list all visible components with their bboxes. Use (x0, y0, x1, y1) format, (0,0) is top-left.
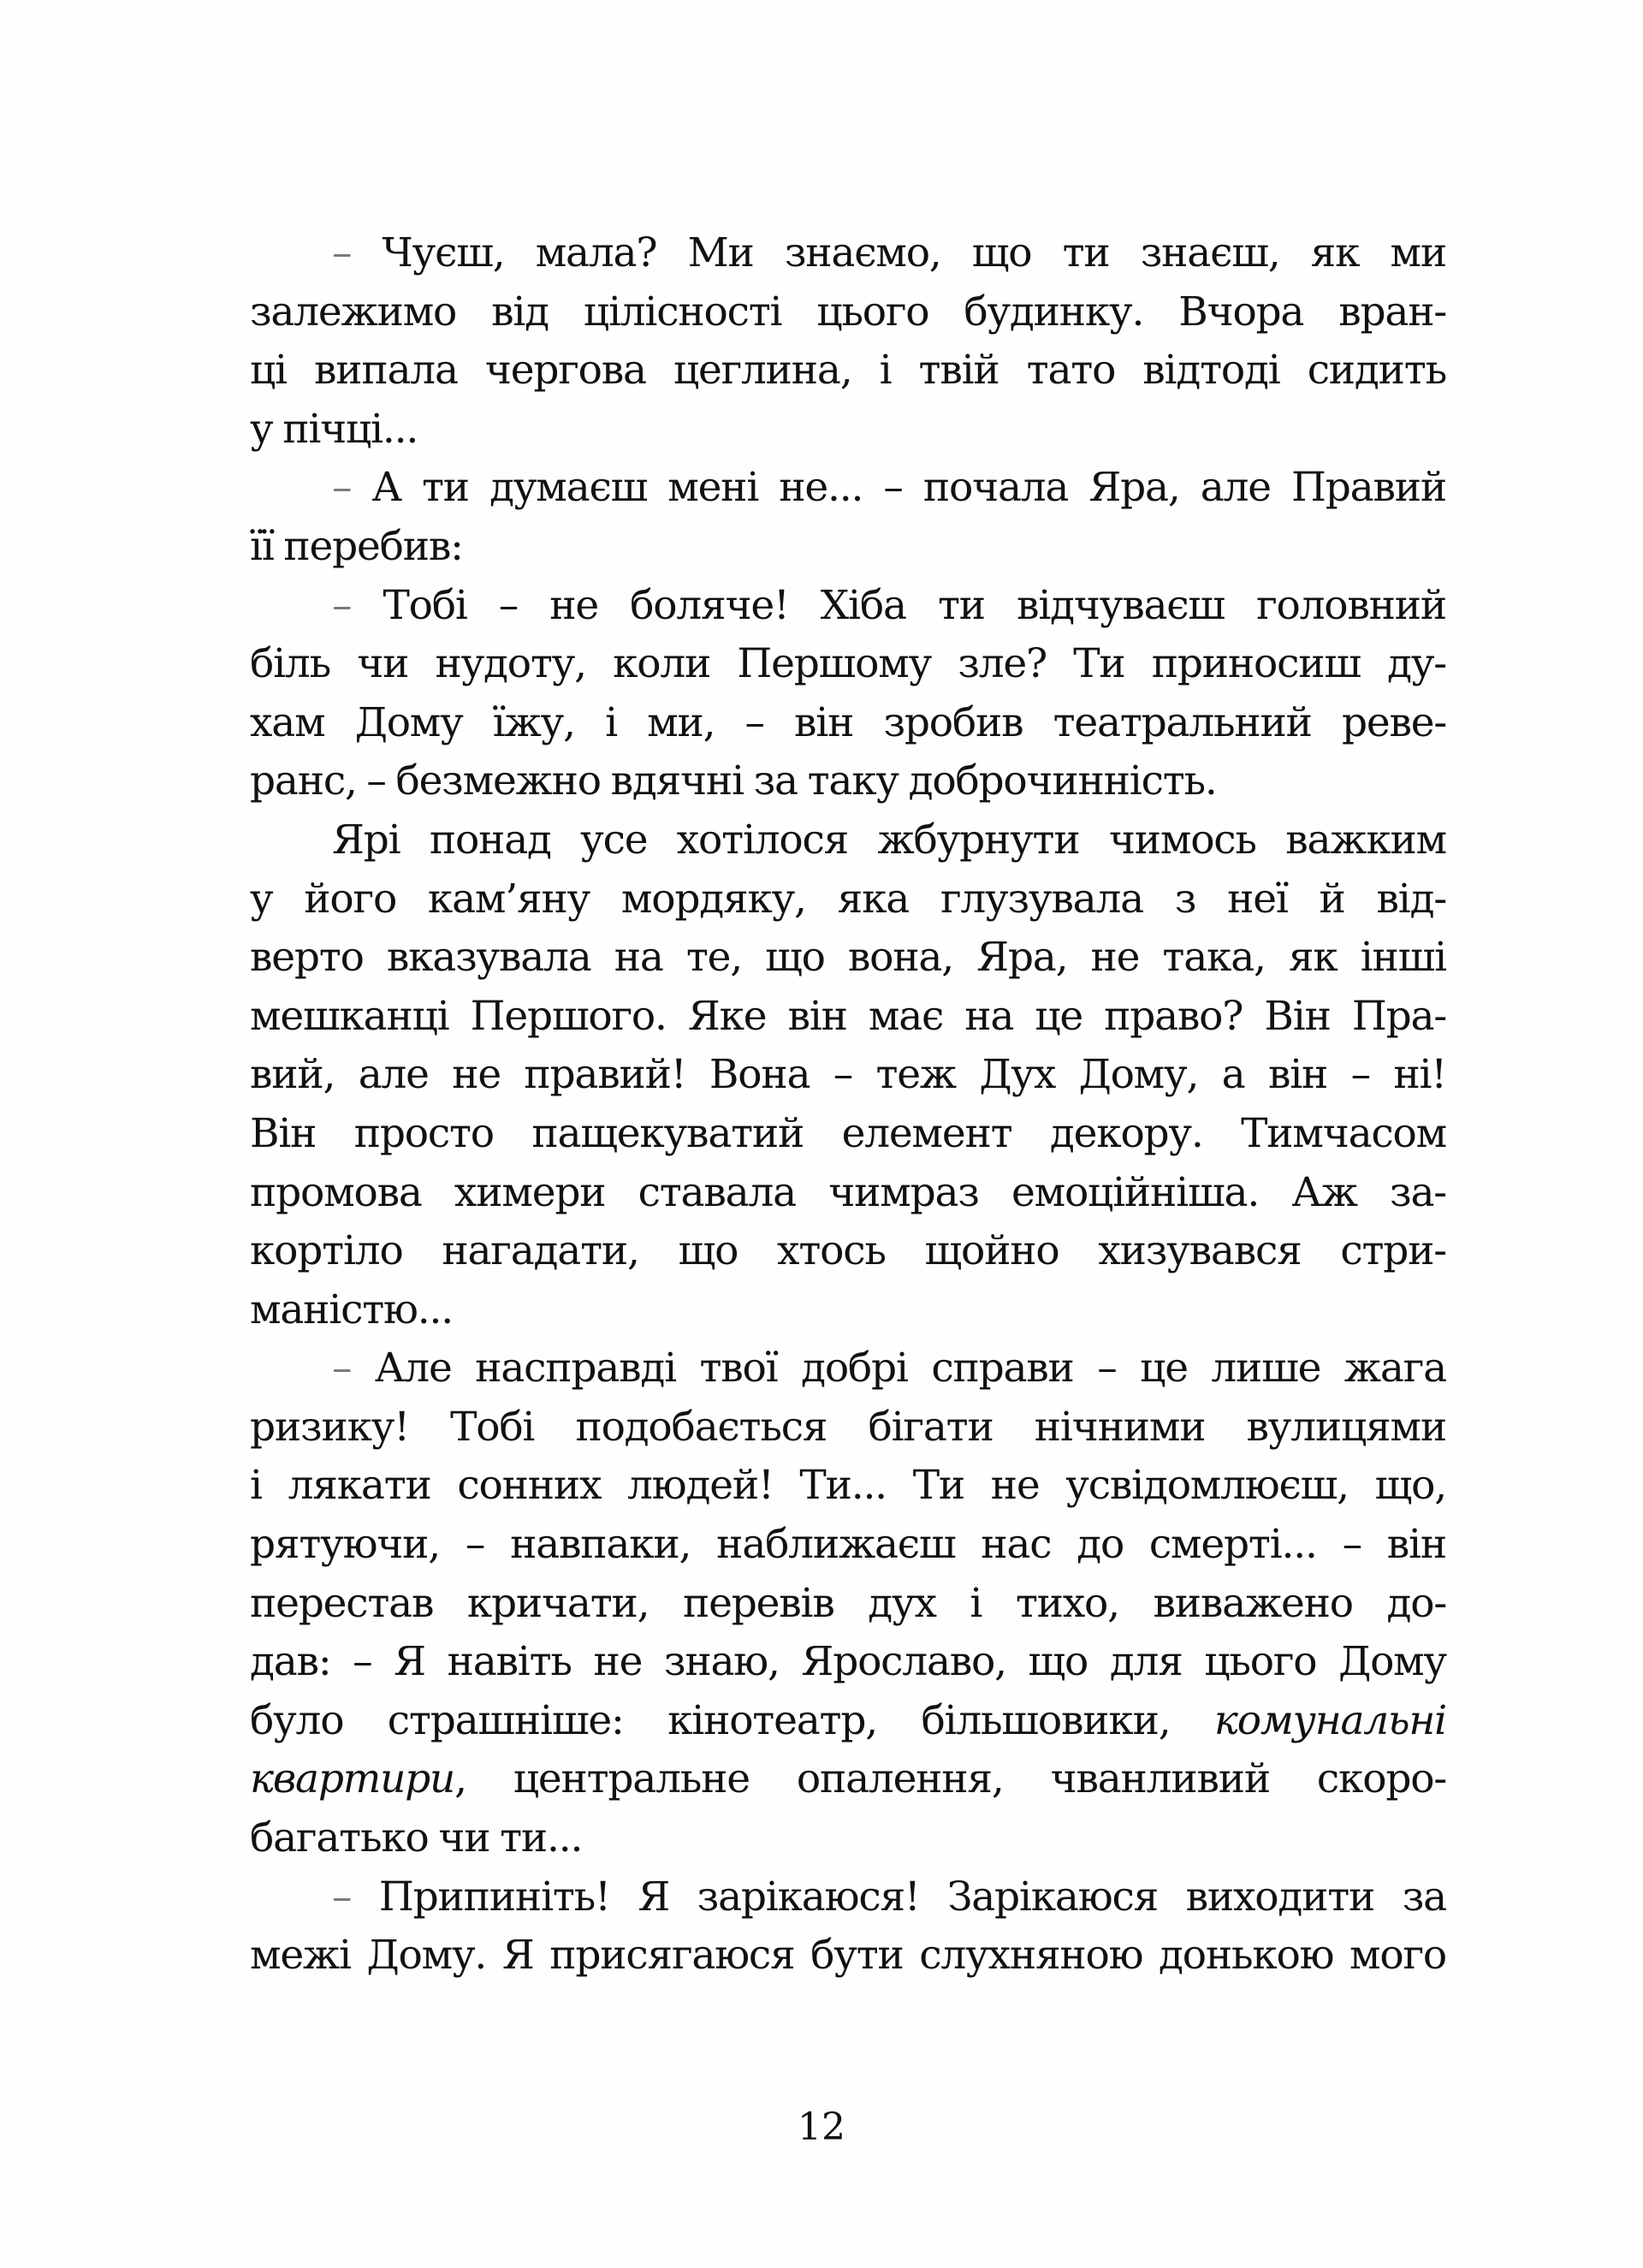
dialogue-dash: – (332, 464, 352, 512)
line-text: , центральне опалення, чванливий скоро- (454, 1755, 1446, 1803)
text-line (250, 988, 1446, 1047)
line-text: ризику! Тобі подобається бігати нічними вулицями (250, 1403, 1446, 1451)
line-text: ці випала чергова цеглина, і твій тато відтоді сидить (250, 347, 1446, 395)
text-line (250, 1281, 1446, 1340)
line-text: рятуючи, – навпаки, наближаєш нас до смерті... – він (250, 1521, 1446, 1569)
line-text: дав: – Я навіть не знаю, Ярославо, що для цього Дому (250, 1638, 1446, 1686)
dialogue-dash: – (332, 581, 352, 629)
line-text: Припиніть! Я зарікаюся! Зарікаюся виходити за (351, 1873, 1446, 1921)
text-line (250, 1809, 1446, 1868)
text-line (250, 1457, 1446, 1516)
text-line (250, 1222, 1446, 1281)
line-text: у його кам’яну мордяку, яка глузувала з неї й від- (250, 875, 1446, 923)
line-text: у пічці... (250, 405, 418, 453)
text-line (250, 1692, 1446, 1751)
italic-text: комунальні (1213, 1696, 1446, 1744)
text-line (250, 811, 1446, 870)
line-text: і лякати сонних людей! Ти... Ти не усвідомлюєш, що, (250, 1462, 1446, 1510)
text-line (250, 518, 1446, 577)
line-text: було страшніше: кінотеатр, більшовики, (250, 1696, 1214, 1744)
text-line (250, 752, 1446, 811)
line-text: мешканці Першого. Яке він має на це право? Він Пра- (250, 992, 1446, 1040)
text-line (250, 1164, 1446, 1223)
line-text: кортіло нагадати, що хтось щойно хизувався стри- (250, 1227, 1446, 1275)
line-text: межі Дому. Я присягаюся бути слухняною донькою мого (250, 1932, 1446, 1980)
line-text: її перебив: (250, 522, 463, 570)
line-text: багатько чи ти... (250, 1814, 583, 1862)
text-line (250, 1868, 1446, 1927)
text-line (250, 341, 1446, 401)
line-text: маністю... (250, 1285, 453, 1333)
text-line (250, 1927, 1446, 1986)
dialogue-dash: – (332, 1873, 352, 1921)
text-line (250, 870, 1446, 929)
text-line (250, 635, 1446, 694)
dialogue-dash: – (332, 1345, 352, 1392)
line-text: Чуєш, мала? Ми знаємо, що ти знаєш, як ми (351, 229, 1446, 276)
text-line (250, 929, 1446, 988)
text-line (250, 459, 1446, 518)
text-line (250, 1046, 1446, 1105)
text-line (250, 1750, 1446, 1809)
text-line (250, 1575, 1446, 1634)
page-number: 12 (798, 2105, 845, 2149)
line-text: промова химери ставала чимраз емоційніша. Аж за- (250, 1168, 1446, 1216)
line-text: залежимо від цілісності цього будинку. Вчора вран- (250, 288, 1446, 335)
text-line (250, 577, 1446, 636)
line-text: Але насправді твої добрі справи – це лише жага (351, 1345, 1446, 1392)
body-text (250, 224, 1446, 1986)
line-text: хам Дому їжу, і ми, – він зробив театральний реве- (250, 698, 1446, 746)
line-text: біль чи нудоту, коли Першому зле? Ти приносиш ду- (250, 640, 1446, 688)
text-line (250, 694, 1446, 753)
text-line (250, 401, 1446, 460)
text-line (250, 1516, 1446, 1575)
line-text: перестав кричати, перевів дух і тихо, виважено до- (250, 1579, 1446, 1627)
text-line (250, 1633, 1446, 1692)
text-line (250, 1398, 1446, 1458)
line-text: Тобі – не боляче! Хіба ти відчуваєш головний (351, 581, 1446, 629)
text-line (250, 1105, 1446, 1164)
text-line (250, 1339, 1446, 1398)
line-text: А ти думаєш мені не... – почала Яра, але Правий (351, 464, 1446, 512)
line-text: ранс, – безмежно вдячні за таку доброчинність. (250, 757, 1217, 805)
line-text: верто вказувала на те, що вона, Яра, не така, як інші (250, 934, 1446, 982)
line-text: Він просто пащекуватий елемент декору. Тимчасом (250, 1109, 1446, 1157)
text-line (250, 224, 1446, 283)
line-text: Ярі понад усе хотілося жбурнути чимось важким (332, 816, 1446, 864)
italic-text: квартири (250, 1755, 455, 1803)
dialogue-dash: – (332, 229, 352, 276)
line-text: вий, але не правий! Вона – теж Дух Дому, а він – ні! (250, 1051, 1446, 1099)
text-line (250, 283, 1446, 342)
